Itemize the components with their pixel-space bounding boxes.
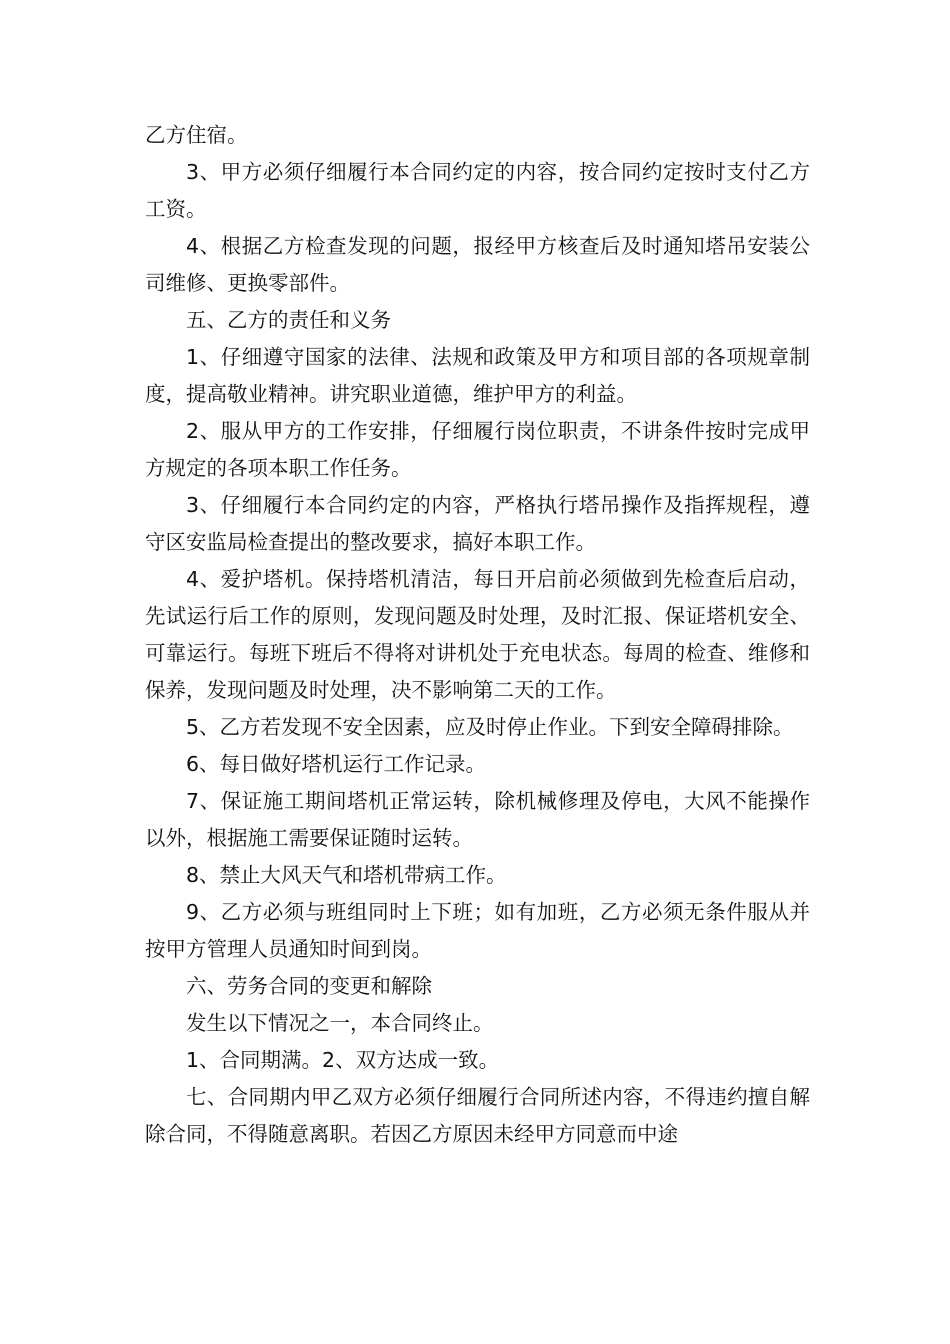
paragraph: 乙方住宿。 (145, 123, 248, 147)
document-body (145, 117, 810, 1153)
paragraph: 4、爱护塔机。保持塔机清洁，每日开启前必须做到先检查后启动，先试运行后工作的原则，发现问题及时处理，及时汇报、保证塔机安全、可靠运行。每班下班后不得将对讲机处于充电状态。每周的检查、维修和保养，发现问题及时处理，决不影响第二天的工作。 (145, 567, 810, 702)
paragraph: 9、乙方必须与班组同时上下班；如有加班，乙方必须无条件服从并按甲方管理人员通知时间到岗。 (145, 900, 810, 961)
paragraph: 1、仔细遵守国家的法律、法规和政策及甲方和项目部的各项规章制度，提高敬业精神。讲究职业道德，维护甲方的利益。 (145, 345, 810, 406)
paragraph: 6、每日做好塔机运行工作记录。 (186, 752, 487, 776)
paragraph: 3、甲方必须仔细履行本合同约定的内容，按合同约定按时支付乙方工资。 (145, 160, 810, 221)
paragraph: 七、合同期内甲乙双方必须仔细履行合同所述内容，不得违约擅自解除合同，不得随意离职。若因乙方原因未经甲方同意而中途 (145, 1085, 810, 1146)
paragraph: 5、乙方若发现不安全因素，应及时停止作业。下到安全障碍排除。 (186, 715, 794, 739)
paragraph: 2、服从甲方的工作安排，仔细履行岗位职责，不讲条件按时完成甲方规定的各项本职工作任务。 (145, 419, 810, 480)
section-heading: 六、劳务合同的变更和解除 (186, 974, 432, 998)
paragraph: 7、保证施工期间塔机正常运转，除机械修理及停电，大风不能操作以外，根据施工需要保证随时运转。 (145, 789, 810, 850)
section-heading: 五、乙方的责任和义务 (186, 308, 391, 332)
paragraph: 8、禁止大风天气和塔机带病工作。 (186, 863, 507, 887)
paragraph: 3、仔细履行本合同约定的内容，严格执行塔吊操作及指挥规程，遵守区安监局检查提出的整改要求，搞好本职工作。 (145, 493, 810, 554)
paragraph: 1、合同期满。2、双方达成一致。 (186, 1048, 500, 1072)
paragraph: 发生以下情况之一，本合同终止。 (186, 1011, 494, 1035)
paragraph: 4、根据乙方检查发现的问题，报经甲方核查后及时通知塔吊安装公司维修、更换零部件。 (145, 234, 810, 295)
